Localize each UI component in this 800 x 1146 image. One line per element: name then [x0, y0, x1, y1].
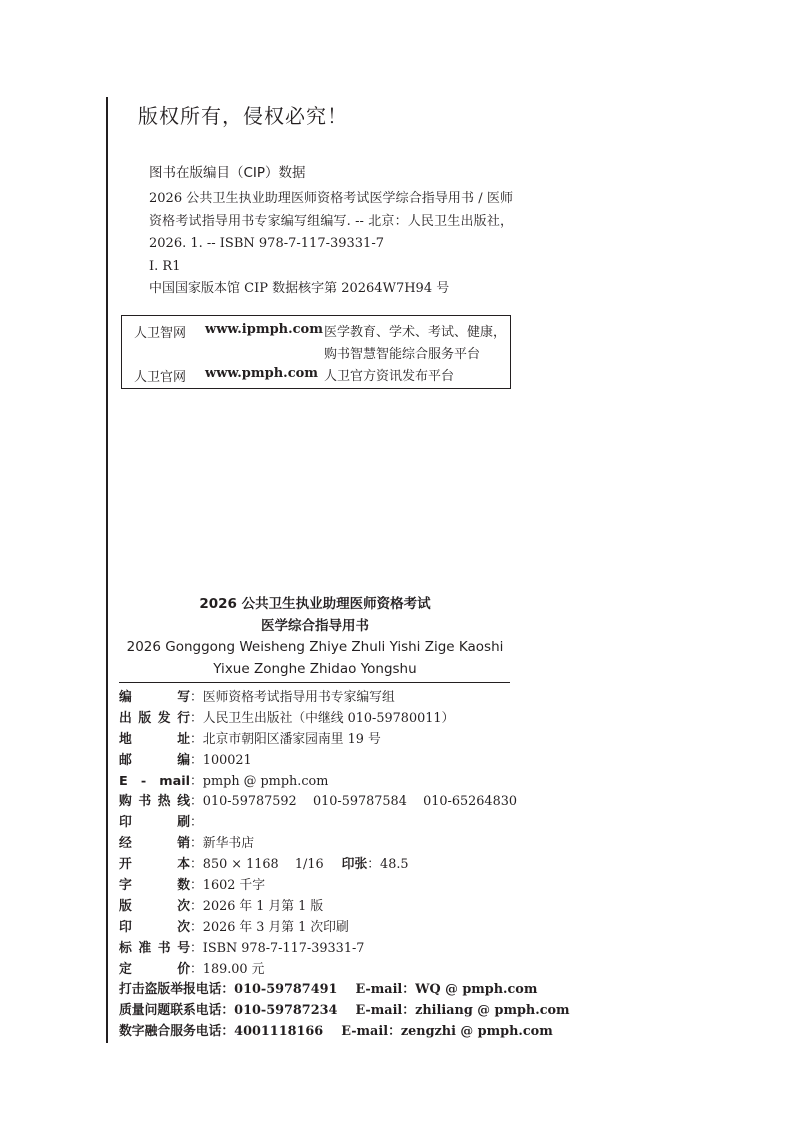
- imprint-printing: 印次：2026 年 3 月第 1 次印刷: [119, 918, 570, 939]
- imprint-address: 地址：北京市朝阳区潘家园南里 19 号: [119, 730, 570, 751]
- imprint-value: 48.5: [380, 857, 409, 873]
- imprint-table: [119, 688, 570, 1043]
- imprint-label: 出版发行: [119, 710, 190, 726]
- book-title-zh: 2026 公共卫生执业助理医师资格考试: [199, 596, 431, 612]
- contact-label: 质量问题联系电话：: [119, 1003, 235, 1019]
- imprint-label: 印刷: [119, 815, 190, 831]
- divider: [119, 682, 510, 683]
- imprint-isbn: 标准书号：ISBN 978-7-117-39331-7: [119, 939, 570, 960]
- contact-label: 数字融合服务电话：: [119, 1024, 235, 1040]
- website-name: 人卫官网: [134, 370, 187, 385]
- imprint-value: 北京市朝阳区潘家园南里 19 号: [202, 731, 381, 747]
- contact-label: 打击盗版举报电话：: [119, 982, 235, 998]
- imprint-label: 标准书号: [119, 940, 190, 956]
- margin-rule: [106, 97, 108, 1043]
- imprint-label: 经销: [119, 836, 190, 852]
- book-title-block: [120, 594, 510, 680]
- imprint-value: 新华书店: [202, 836, 254, 852]
- imprint-author: 编写：医师资格考试指导用书专家编写组: [119, 688, 570, 709]
- contact-email[interactable]: zengzhi @ pmph.com: [400, 1024, 553, 1040]
- book-subtitle-pinyin: Yixue Zonghe Zhidao Yongshu: [213, 660, 417, 677]
- book-title-pinyin: 2026 Gonggong Weisheng Zhiye Zhuli Yishi Zige Kaoshi: [126, 639, 504, 655]
- imprint-value: 189.00 元: [202, 961, 265, 977]
- contact-row: [119, 980, 570, 1001]
- imprint-value: ISBN 978-7-117-39331-7: [202, 940, 365, 956]
- imprint-hotline: 购书热线：010-59787592 010-59787584 010-65264830: [119, 792, 570, 813]
- imprint-value: 100021: [202, 752, 252, 768]
- cip-data: [121, 188, 513, 301]
- contact-phone: 4001118166: [234, 1024, 324, 1040]
- contact-row: [119, 1022, 570, 1043]
- contact-phone: 010-59787491: [234, 982, 338, 998]
- imprint-value: 医师资格考试指导用书专家编写组: [202, 690, 395, 705]
- contact-mail-label: E-mail：: [341, 1024, 401, 1040]
- imprint-label: 开本: [119, 857, 190, 873]
- imprint-value: 010-59787592 010-59787584 010-65264830: [202, 794, 517, 810]
- imprint-value: 人民卫生出版社（中继线 010-59780011）: [202, 710, 455, 726]
- imprint-label: 字数: [119, 878, 190, 894]
- imprint-label: 版次: [119, 898, 190, 914]
- website-info-box: [121, 315, 511, 389]
- imprint-label: 地址: [119, 731, 190, 747]
- imprint-label: E - mail: [119, 773, 190, 789]
- contact-email[interactable]: zhiliang @ pmph.com: [415, 1003, 570, 1019]
- imprint-edition: 版次：2026 年 1 月第 1 版: [119, 897, 570, 918]
- website-description: 医学教育、学术、考试、健康，购书智慧智能综合服务平台: [324, 325, 507, 362]
- imprint-words: 字数：1602 千字: [119, 876, 570, 897]
- contact-phone: 010-59787234: [234, 1003, 338, 1019]
- book-subtitle-zh: 医学综合指导用书: [261, 617, 369, 634]
- contact-row: [119, 1001, 570, 1022]
- imprint-label: 印张: [341, 857, 368, 873]
- imprint-value: 2026 年 3 月第 1 次印刷: [202, 919, 349, 935]
- imprint-label: 印次: [119, 919, 190, 935]
- imprint-value[interactable]: pmph @ pmph.com: [202, 773, 329, 789]
- contact-email[interactable]: WQ @ pmph.com: [415, 982, 538, 998]
- imprint-printer: 印刷：: [119, 813, 570, 834]
- imprint-publisher: 出版发行：人民卫生出版社（中继线 010-59780011）: [119, 709, 570, 730]
- imprint-postcode: 邮编：100021: [119, 751, 570, 772]
- contact-mail-label: E-mail：: [355, 1003, 416, 1019]
- imprint-email: E - mail：pmph @ pmph.com: [119, 772, 570, 793]
- cip-verification-number: 中国国家版本馆 CIP 数据核字第 20264W7H94 号: [149, 281, 450, 296]
- website-url[interactable]: www.ipmph.com: [205, 322, 323, 337]
- imprint-price: 定价：189.00 元: [119, 960, 570, 981]
- cip-title: 图书在版编目（CIP）数据: [149, 165, 306, 181]
- website-name: 人卫智网: [134, 326, 187, 341]
- imprint-label: 购书热线: [119, 794, 190, 810]
- website-description: 人卫官方资讯发布平台: [324, 369, 455, 384]
- imprint-format: 开本：850 × 1168 1/16 印张：48.5: [119, 855, 570, 876]
- contact-mail-label: E-mail：: [355, 982, 416, 998]
- website-url[interactable]: www.pmph.com: [205, 366, 319, 381]
- imprint-label: 邮编: [119, 752, 190, 768]
- cip-classification: Ⅰ. R1: [149, 258, 181, 274]
- cip-record: 2026 公共卫生执业助理医师资格考试医学综合指导用书 / 医师资格考试指导用书专家编写组编写. -- 北京：人民卫生出版社，2026. 1. -- ISBN 978-7-117-39331-7: [149, 191, 513, 251]
- imprint-distributor: 经销：新华书店: [119, 834, 570, 855]
- copyright-notice: 版权所有，侵权必究！: [138, 104, 348, 128]
- imprint-label: 编写: [119, 690, 190, 705]
- imprint-value: 850 × 1168 1/16: [202, 857, 324, 873]
- imprint-label: 定价: [119, 961, 190, 977]
- imprint-value: 1602 千字: [202, 878, 266, 894]
- imprint-value: 2026 年 1 月第 1 版: [202, 898, 324, 914]
